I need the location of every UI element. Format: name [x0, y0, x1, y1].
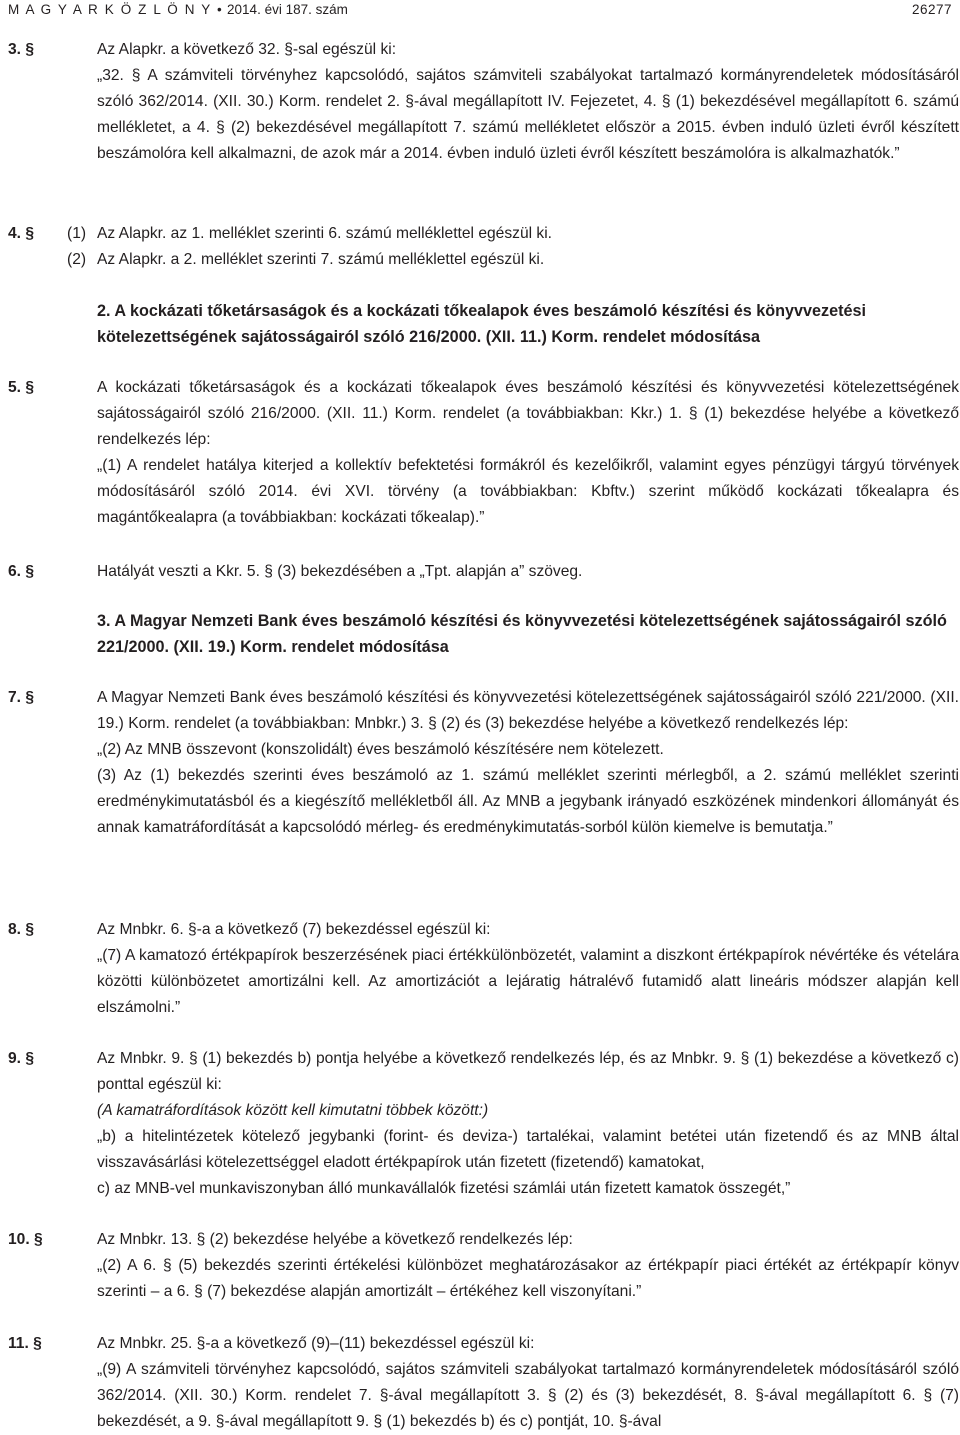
journal-header: [8, 0, 348, 20]
section-body: [97, 559, 959, 585]
subsection-text: Az Alapkr. az 1. melléklet szerinti 6. számú melléklettel egészül ki.: [97, 225, 553, 242]
section-number: 5. §: [8, 379, 35, 396]
section-body: [97, 917, 959, 1021]
quoted-provision: „(2) A 6. § (5) bekezdés szerinti értékelési különbözet meghatározásakor az értékpapír piaci értékét az értékpapír könyv szerinti – a 6. § (7) bekezdése alapján amortizált – értékéhez kell viszonyítani.”: [97, 1257, 959, 1300]
section-number: 11. §: [8, 1335, 42, 1352]
subsection-text: Az Alapkr. a 2. melléklet szerinti 7. számú melléklettel egészül ki.: [97, 251, 545, 268]
section-number: 3. §: [8, 41, 35, 58]
section-intro: Az Mnbkr. 9. § (1) bekezdés b) pontja helyébe a következő rendelkezés lép, és az Mnbkr. 9. § (1) bekezdése a következő c) ponttal egészül ki:: [97, 1050, 959, 1093]
section-6: [0, 559, 960, 585]
section-11: [0, 1331, 960, 1435]
section-7: [0, 685, 960, 841]
subsection-number: (2): [67, 251, 87, 268]
section-number: 10. §: [8, 1231, 43, 1248]
subsection-1: [67, 221, 959, 247]
quoted-provision: „(9) A számviteli törvényhez kapcsolódó, sajátos számviteli szabályokat tartalmazó kormányrendeletek módosításáról szóló 362/2014. (XII. 30.) Korm. rendelet 7. §-ával megállapított 3. § (2) és (3) bekezdését, 8. §-ával megállapított 6. § (7) bekezdését, a 9. §-ával megállapított 9. § (1) bekezdés b) és c) pontját, 10. §-ával: [97, 1361, 959, 1430]
quoted-provision: „32. § A számviteli törvényhez kapcsolódó, sajátos számviteli szabályokat tartalmazó kormányrendeletek módosításáról szóló 362/2014. (XII. 30.) Korm. rendelet 2. §-ával megállapított IV. Fejezetet, 4. § (1) bekezdésével megállapított 6. számú mellékletet, a 4. § (2) bekezdésével megállapított 7. számú mellékletet először a 2015. évben induló üzleti évről készített beszámolóra kell alkalmazni, de azok már a 2014. évben induló üzleti évről készített beszámolóra is alkalmazhatók.”: [97, 67, 959, 162]
journal-name: M A G Y A R K Ö Z L Ö N Y: [8, 2, 212, 17]
quoted-provision: „(1) A rendelet hatálya kiterjed a kollektív befektetési formákról és kezelőikről, valamint egyes pénzügyi tárgyú törvények módosításáról szóló 2014. évi XVI. törvény (a továbbiakban: Kbftv.) szerint működő kockázati tőkealapra és magántőkealapra (a továbbiakban: kockázati tőkealap).”: [97, 457, 959, 526]
section-10: [0, 1227, 960, 1305]
section-body: [67, 221, 959, 273]
section-text: A kockázati tőketársaságok és a kockázati tőkealapok éves beszámoló készítési és könyvvezetési kötelezettségének sajátosságairól szóló 216/2000. (XII. 11.) Korm. rendelet (a továbbiakban: Kkr.) 1. § (1) bekezdése helyébe a következő rendelkezés lép:: [97, 379, 959, 448]
section-intro: Az Mnbkr. 6. §-a a következő (7) bekezdéssel egészül ki:: [97, 921, 491, 938]
section-number: 9. §: [8, 1050, 35, 1067]
section-9: [0, 1046, 960, 1202]
chapter-title-2: 2. A kockázati tőketársaságok és a kockázati tőkealapok éves beszámoló készítési és könyvvezetési kötelezettségének sajátosságairól szóló 216/2000. (XII. 11.) Korm. rendelet módosítása: [97, 302, 867, 346]
section-number: 7. §: [8, 689, 35, 706]
section-text: A Magyar Nemzeti Bank éves beszámoló készítési és könyvvezetési kötelezettségének sajátosságairól szóló 221/2000. (XII. 19.) Korm. rendelet (a továbbiakban: Mnbkr.) 3. § (2) és (3) bekezdése helyébe a következő rendelkezés lép:: [97, 689, 959, 732]
section-number: 8. §: [8, 921, 35, 938]
quoted-provision-3: (3) Az (1) bekezdés szerinti éves beszámoló az 1. számú melléklet szerinti mérlegből, a 2. számú melléklet szerinti eredménykimutatásból és a kiegészítő mellékletből áll. Az MNB a jegybank irányadó eszközének mindenkori állományát és annak kamatráfordítását a kapcsolódó mérleg- és eredménykimutatás-sorból külön kiemelve is bemutatja.”: [97, 767, 959, 836]
quoted-provision: „(7) A kamatozó értékpapírok beszerzésének piaci értékkülönbözetét, valamint a diszkont értékpapírok névértéke és vételára közötti különbözetet amortizálni kell. Az amortizációt a lejáratig hátralévő futamidő alatt lineáris módszer alapján kell elszámolni.”: [97, 947, 959, 1016]
page-number: 26277: [911, 2, 952, 17]
section-body: [97, 685, 959, 841]
section-intro: Az Alapkr. a következő 32. §-sal egészül ki:: [97, 41, 397, 58]
italic-context: (A kamatráfordítások között kell kimutatni többek között:): [97, 1102, 489, 1119]
quoted-provision-2: „(2) Az MNB összevont (konszolidált) éves beszámoló készítésére nem kötelezett.: [97, 741, 664, 758]
section-body: [97, 1046, 959, 1202]
section-number: 4. §: [8, 225, 35, 242]
section-3: [0, 37, 960, 167]
section-body: [97, 37, 959, 167]
header-separator: •: [216, 2, 222, 17]
section-number: 6. §: [8, 563, 35, 580]
point-c: c) az MNB-vel munkaviszonyban álló munkavállalók fizetési számlái után fizetett kamatok összegét,”: [97, 1180, 791, 1197]
section-intro: Az Mnbkr. 25. §-a a következő (9)–(11) bekezdéssel egészül ki:: [97, 1335, 535, 1352]
section-body: [97, 1331, 959, 1435]
section-body: [97, 1227, 959, 1305]
section-body: [97, 375, 959, 531]
section-8: [0, 917, 960, 1021]
section-4: [0, 221, 960, 273]
section-5: [0, 375, 960, 531]
chapter-title-3: 3. A Magyar Nemzeti Bank éves beszámoló készítési és könyvvezetési kötelezettségének sajátosságairól szóló 221/2000. (XII. 19.) Korm. rendelet módosítása: [97, 612, 947, 656]
subsection-number: (1): [67, 225, 87, 242]
page-header: [8, 0, 952, 20]
subsection-2: [67, 247, 959, 273]
issue-label: 2014. évi 187. szám: [227, 2, 348, 17]
section-text: Hatályát veszti a Kkr. 5. § (3) bekezdésében a „Tpt. alapján a” szöveg.: [97, 563, 583, 580]
point-b: „b) a hitelintézetek kötelező jegybanki (forint- és deviza-) tartalékai, valamint betétei után fizetendő és az MNB által visszavásárlási kötelezettséggel eladott értékpapírok után fizetett (fizetendő) kamatokat,: [97, 1128, 959, 1171]
section-intro: Az Mnbkr. 13. § (2) bekezdése helyébe a következő rendelkezés lép:: [97, 1231, 573, 1248]
